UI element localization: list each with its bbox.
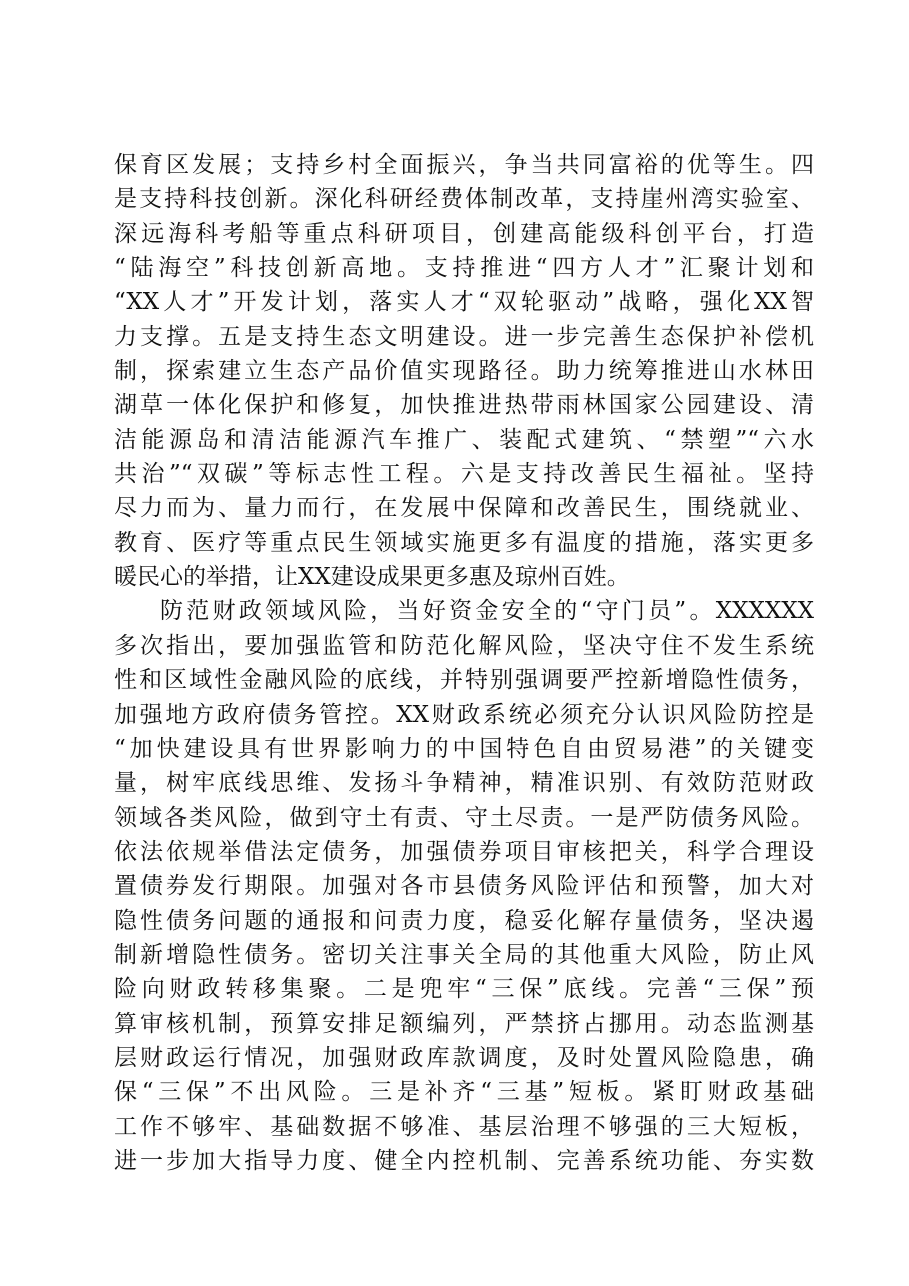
text-line: 尽力而为、量力而行，在发展中保障和改善民生，围绕就业、 (114, 495, 814, 522)
text-line: 置债券发行期限。加强对各市县债务风险评估和预警，加大对 (114, 873, 814, 900)
text-line: 是支持科技创新。深化科研经费体制改革，支持崖州湾实验室、 (114, 186, 814, 213)
text-line: 领域各类风险，做到守土有责、守土尽责。一是严防债务风险。 (114, 804, 814, 831)
text-line: “加快建设具有世界影响力的中国特色自由贸易港”的关键变 (114, 735, 814, 762)
text-line: 层财政运行情况，加强财政库款调度，及时处置风险隐患，确 (114, 1044, 814, 1071)
body-text (114, 148, 814, 1178)
text-line: 保育区发展；支持乡村全面振兴，争当共同富裕的优等生。四 (114, 152, 814, 178)
text-line: 隐性债务问题的通报和问责力度，稳妥化解存量债务，坚决遏 (114, 907, 814, 934)
text-line: 湖草一体化保护和修复，加快推进热带雨林国家公园建设、清 (114, 392, 814, 419)
text-line: 多次指出，要加强监管和防范化解风险，坚决守住不发生系统 (114, 632, 814, 659)
text-line: 工作不够牢、基础数据不够准、基层治理不够强的三大短板， (114, 1113, 814, 1140)
text-line: 算审核机制，预算安排足额编列，严禁挤占挪用。动态监测基 (114, 1010, 814, 1037)
paragraph-end-line: 暖民心的举措，让XX建设成果更多惠及琼州百姓。 (114, 564, 630, 591)
text-line: 制新增隐性债务。密切关注事关全局的其他重大风险，防止风 (114, 941, 814, 968)
text-line: 制，探索建立生态产品价值实现路径。助力统筹推进山水林田 (114, 358, 814, 385)
text-line: 量，树牢底线思维、发扬斗争精神，精准识别、有效防范财政 (114, 770, 814, 797)
text-line: “陆海空”科技创新高地。支持推进“四方人才”汇聚计划和 (114, 255, 814, 282)
text-line: 进一步加大指导力度、健全内控机制、完善系统功能、夯实数 (114, 1147, 814, 1174)
text-line: “XX人才”开发计划，落实人才“双轮驱动”战略，强化XX智 (114, 289, 814, 316)
text-line: 保“三保”不出风险。三是补齐“三基”短板。紧盯财政基础 (114, 1079, 814, 1106)
text-line: 性和区域性金融风险的底线，并特别强调要严控新增隐性债务， (114, 667, 814, 694)
text-line: 共治”“双碳”等标志性工程。六是支持改善民生福祉。坚持 (114, 461, 814, 488)
paragraph-start-line: 防范财政领域风险，当好资金安全的“守门员”。XXXXXX (160, 598, 814, 625)
text-line: 洁能源岛和清洁能源汽车推广、装配式建筑、“禁塑”“六水 (114, 426, 814, 453)
text-line: 险向财政转移集聚。二是兜牢“三保”底线。完善“三保”预 (114, 976, 814, 1003)
text-line: 深远海科考船等重点科研项目，创建高能级科创平台，打造 (114, 220, 814, 247)
text-line: 力支撑。五是支持生态文明建设。进一步完善生态保护补偿机 (114, 323, 814, 350)
text-line: 依法依规举借法定债务，加强债券项目审核把关，科学合理设 (114, 838, 814, 865)
text-line: 教育、医疗等重点民生领域实施更多有温度的措施，落实更多 (114, 529, 814, 556)
text-line: 加强地方政府债务管控。XX财政系统必须充分认识风险防控是 (114, 701, 814, 728)
